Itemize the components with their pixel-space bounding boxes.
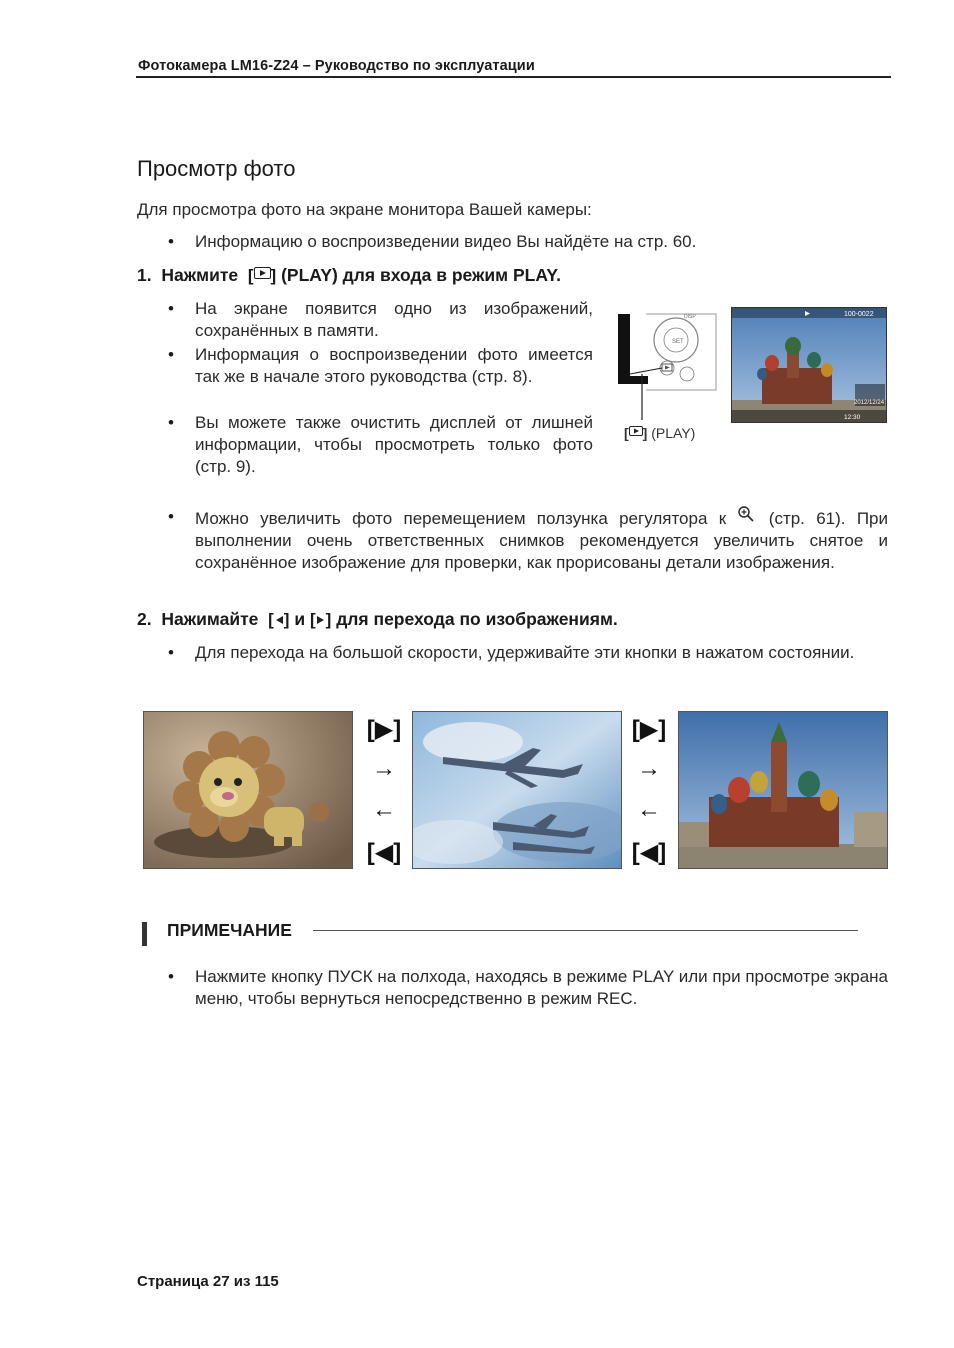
svg-text:12:30: 12:30: [844, 414, 861, 421]
play-caption-icon: [ ]: [624, 425, 648, 441]
right-arrow-2: →: [637, 755, 661, 782]
prev-button-label-2: [◀]: [631, 839, 667, 866]
step-2-after: для перехода по изображениям.: [336, 609, 618, 629]
next-button-label-2: [▶]: [631, 716, 667, 743]
step-2-before: Нажимайте: [161, 609, 259, 629]
camera-play-caption: [ ] (PLAY): [624, 425, 696, 441]
step-1-bullet-1-text: На экране появится одно из изображений, сохранённых в памяти.: [195, 299, 593, 340]
photo-crochet-lion: [143, 711, 353, 869]
svg-text:SET: SET: [672, 339, 684, 345]
header-rule: [136, 76, 891, 78]
note-marker: [142, 922, 147, 946]
bullet-dot: •: [168, 232, 174, 251]
svg-text:2012/12/24: 2012/12/24: [854, 400, 885, 406]
lcd-preview-photo: [731, 307, 887, 423]
prev-button-label-1: [◀]: [366, 839, 402, 866]
left-button-icon: [ ]: [268, 610, 290, 629]
left-arrow-1: ←: [372, 796, 396, 823]
note-bullet-text: Нажмите кнопку ПУСК на полхода, находясь в режиме PLAY или при просмотре экрана меню, чтобы вернуться непосредственно в режим REC.: [195, 967, 888, 1008]
play-button-icon: [ ]: [247, 266, 277, 285]
page-footer: Страница 27 из 115: [137, 1273, 279, 1290]
step-1-after: (PLAY) для входа в режим PLAY.: [281, 265, 561, 285]
step-1-bullet-3-text: Вы можете также очистить дисплей от лишней информации, чтобы просмотреть только фото (стр. 9).: [195, 413, 593, 476]
step-2-number: 2.: [137, 609, 152, 629]
step-2-bullet-text: Для перехода на большой скорости, удерживайте эти кнопки в нажатом состоянии.: [195, 643, 855, 662]
next-button-label-1: [▶]: [366, 716, 402, 743]
svg-text:DISP: DISP: [684, 314, 696, 320]
note-rule: [313, 930, 858, 931]
svg-text:100-0022: 100-0022: [844, 311, 874, 318]
left-arrow-2: ←: [637, 796, 661, 823]
document-header: Фотокамера LM16-Z24 – Руководство по эксплуатации: [138, 58, 535, 74]
step-1-before: Нажмите: [161, 265, 239, 285]
right-arrow-1: →: [372, 755, 396, 782]
step-2-heading: [137, 608, 618, 631]
step-1-number: 1.: [137, 265, 152, 285]
section-title: Просмотр фото: [137, 156, 296, 181]
step-1-bullet-2-text: Информация о воспроизведении фото имеется так же в начале этого руководства (стр. 8).: [195, 345, 593, 386]
intro-text: Для просмотра фото на экране монитора Вашей камеры:: [137, 200, 592, 219]
zoom-bullet-text: Можно увеличить фото перемещением ползунка регулятора к (стр. 61). При выполнении очень ответственных снимков рекомендуется увеличить снятое и сохранённое изображение для проверки, как прорисованы детали изображения.: [195, 506, 888, 574]
camera-back-illustration: [616, 310, 720, 420]
step-2-middle: и: [294, 609, 306, 629]
photo-cathedral: [678, 711, 888, 869]
note-title: ПРИМЕЧАНИЕ: [167, 920, 292, 940]
intro-bullet-text: Информацию о воспроизведении видео Вы найдёте на стр. 60.: [195, 232, 697, 251]
zoom-magnifier-icon: [737, 506, 757, 522]
photo-airplanes: [412, 711, 622, 869]
right-button-icon: [ ]: [309, 610, 332, 629]
step-1-heading: [137, 264, 561, 287]
